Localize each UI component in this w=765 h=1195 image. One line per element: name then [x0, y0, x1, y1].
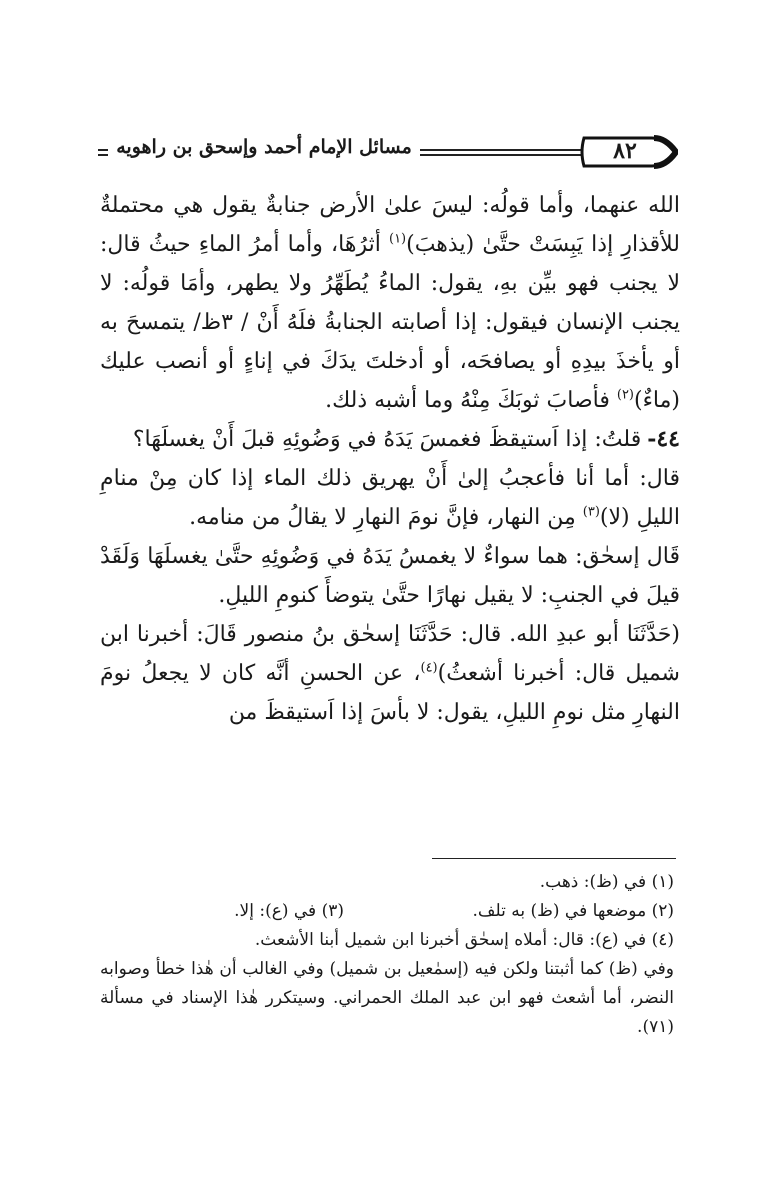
- answer-ahmad: [100, 459, 680, 537]
- footnotes: [100, 868, 674, 1042]
- answer-ishaq-text: قَال إسحٰق: هما سواءٌ لا يغمسُ يَدَهُ في وَضُوئِهِ حتَّىٰ يغسلَهَا وَلَقَدْ قيلَ في الجنبِ: لا يقيل نهارًا حتَّىٰ يتوضأَ كنومِ الليلِ.: [100, 544, 680, 608]
- footnote-separator: [432, 858, 676, 859]
- footnote-ref-2: (٢): [616, 387, 634, 403]
- footnote-row-2-3: [100, 897, 674, 926]
- isnad-text: (حَدَّثَنَا أبو عبدِ الله. قال: حَدَّثَنَا إسحٰق بنُ منصور قَالَ: أخبرنا ابن شميل قال: أخبرنا أشعثُ): [100, 622, 680, 686]
- footnote-ref-3: (٣): [582, 504, 600, 520]
- footnote-3: (٣) في (ع): إلا.: [234, 901, 344, 921]
- isnad-text-b: ، عن الحسنِ أنَّه كان لا يجعلُ نومَ النهارِ مثل نومِ الليلِ، يقول: لا بأسَ إذا اَستيقظَ من: [100, 661, 680, 725]
- footnote-4-line-2: وفي (ظ) كما أثبتنا ولكن فيه (إسمٰعيل بن شميل) وفي الغالب أن هٰذا خطأ وصوابه النضر، أما أشعث فهو ابن عبد الملك الحمراني. وسيتكرر هٰذا الإسناد في مسألة (٧١).: [100, 959, 674, 1037]
- running-title: [108, 136, 420, 158]
- paragraph-1-text-b: أثرُهَا، وأما أمرُ الماءِ حيثُ قال: لا يجنب فهو بيِّن بهِ، يقول: الماءُ يُطَهِّرُ ولا يطهر، وأمَا قولُه: لا يجنب الإنسان فيقول: إذا أصابته الجنابةُ فلَهُ أَنْ / ٣ظ/ يتمسحَ به أو يأخذَ بيدِهِ أو يصافحَه، أو أدخلتَ يدَكَ في إناءٍ أو أنصب عليك (ماءٌ): [100, 232, 680, 413]
- paragraph-1-text-c: فأصابَ ثوبَكَ مِنْهُ وما أشبه ذلك.: [325, 388, 617, 413]
- paragraph-1: [100, 186, 680, 420]
- page-number: ٨٢: [613, 138, 637, 164]
- answer-ahmad-text-b: مِن النهار، فإنَّ نومَ النهارِ لا يقالُ من منامه.: [189, 505, 583, 530]
- footnote-1: (١) في (ظ): ذهب.: [539, 872, 674, 892]
- answer-ahmad-text: قال: أما أنا فأعجبُ إلىٰ أَنْ يهريق ذلك الماء إذا كان مِنْ منامِ الليلِ (لا): [100, 466, 680, 530]
- running-title-text: مسائل الإمام أحمد وإسحق بن راهويه: [116, 136, 412, 158]
- question-number: ٤٤-: [647, 426, 680, 452]
- question-44: [100, 420, 680, 459]
- page-number-badge: [580, 132, 678, 172]
- main-text: [100, 186, 680, 732]
- page-header: [98, 132, 678, 180]
- footnote-2: (٢) موضعها في (ظ) به تلف.: [472, 901, 674, 921]
- answer-ishaq: [100, 537, 680, 615]
- paragraph-1-text: الله عنهما، وأما قولُه: ليسَ علىٰ الأرض جنابةٌ يقول هي محتملةٌ للأقذارِ إذا يَبِسَتْ حتَّىٰ (يذهبَ): [100, 193, 680, 257]
- footnote-ref-4: (٤): [420, 660, 438, 676]
- footnote-4-line-1: (٤) في (ع): قال: أملاه إسحٰق أخبرنا ابن شميل أبنا الأشعث.: [254, 930, 674, 950]
- footnote-ref-1: (١): [388, 231, 407, 247]
- isnad-paragraph: [100, 615, 680, 732]
- question-text: قلتُ: إذا اَستيقظَ فغمسَ يَدَهُ في وَضُوئِهِ قبلَ أَنْ يغسلَهَا؟: [132, 427, 642, 452]
